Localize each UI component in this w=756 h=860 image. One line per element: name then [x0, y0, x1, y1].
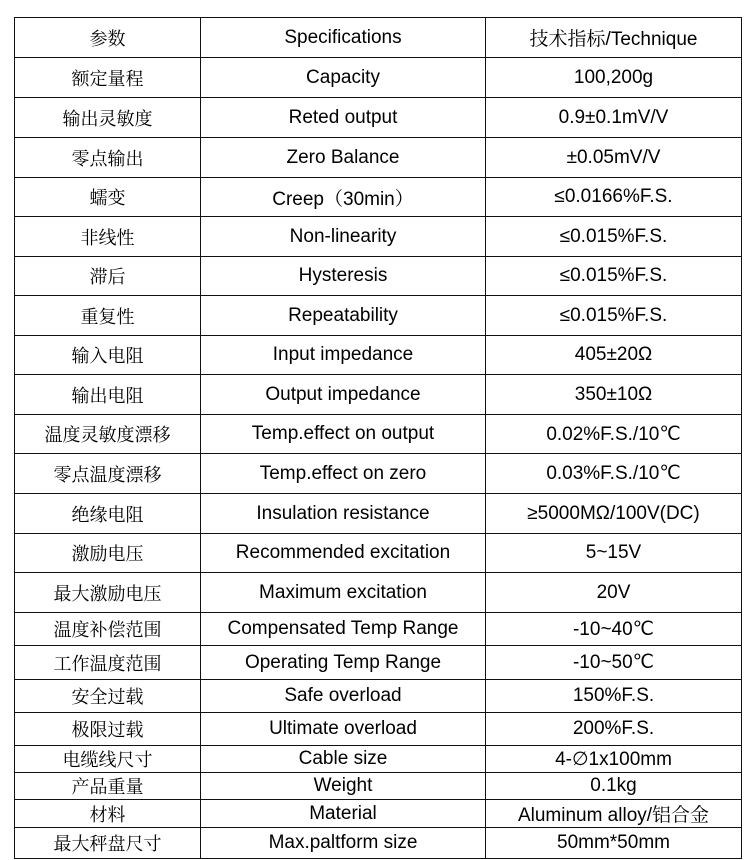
value-cell: 0.03%F.S./10℃ [486, 454, 742, 494]
table-row [15, 494, 742, 534]
parameter-cell: 绝缘电阻 [15, 494, 201, 534]
specification-cell: Capacity [201, 58, 486, 98]
parameter-cell: 最大激励电压 [15, 573, 201, 613]
parameter-cell: 安全过载 [15, 680, 201, 713]
value-cell: ±0.05mV/V [486, 138, 742, 178]
value-cell: 0.9±0.1mV/V [486, 98, 742, 138]
value-cell: 50mm*50mm [486, 828, 742, 859]
specification-cell: Compensated Temp Range [201, 613, 486, 646]
specification-cell: Operating Temp Range [201, 646, 486, 680]
table-row [15, 336, 742, 375]
value-cell: 0.02%F.S./10℃ [486, 415, 742, 454]
parameter-cell: 电缆线尺寸 [15, 746, 201, 773]
specification-cell: Reted output [201, 98, 486, 138]
parameter-cell: 零点输出 [15, 138, 201, 178]
header-parameter: 参数 [15, 18, 201, 58]
table-row [15, 773, 742, 800]
value-cell: 350±10Ω [486, 375, 742, 415]
specification-cell: Recommended excitation [201, 534, 486, 573]
table-row [15, 573, 742, 613]
specifications-table [14, 17, 742, 859]
value-cell: 20V [486, 573, 742, 613]
parameter-cell: 激励电压 [15, 534, 201, 573]
header-specifications: Specifications [201, 18, 486, 58]
table-row [15, 713, 742, 746]
table-row [15, 680, 742, 713]
value-cell: ≤0.015%F.S. [486, 257, 742, 296]
parameter-cell: 蠕变 [15, 178, 201, 217]
table-row [15, 296, 742, 336]
parameter-cell: 温度灵敏度漂移 [15, 415, 201, 454]
specification-cell: Max.paltform size [201, 828, 486, 859]
parameter-cell: 滞后 [15, 257, 201, 296]
specification-cell: Temp.effect on zero [201, 454, 486, 494]
parameter-cell: 极限过载 [15, 713, 201, 746]
value-cell: ≤0.0166%F.S. [486, 178, 742, 217]
specification-cell: Insulation resistance [201, 494, 486, 534]
parameter-cell: 最大秤盘尺寸 [15, 828, 201, 859]
parameter-cell: 重复性 [15, 296, 201, 336]
table-row [15, 646, 742, 680]
parameter-cell: 非线性 [15, 217, 201, 257]
parameter-cell: 输入电阻 [15, 336, 201, 375]
parameter-cell: 额定量程 [15, 58, 201, 98]
parameter-cell: 输出灵敏度 [15, 98, 201, 138]
table-row [15, 217, 742, 257]
value-cell: 4-∅1x100mm [486, 746, 742, 773]
table-row [15, 613, 742, 646]
value-cell: 0.1kg [486, 773, 742, 800]
table-row [15, 746, 742, 773]
specifications-table-body [15, 18, 742, 859]
parameter-cell: 材料 [15, 800, 201, 828]
specification-cell: Temp.effect on output [201, 415, 486, 454]
specification-cell: Cable size [201, 746, 486, 773]
value-cell: 100,200g [486, 58, 742, 98]
parameter-cell: 产品重量 [15, 773, 201, 800]
parameter-cell: 温度补偿范围 [15, 613, 201, 646]
table-row [15, 828, 742, 859]
parameter-cell: 零点温度漂移 [15, 454, 201, 494]
table-row [15, 58, 742, 98]
value-cell: -10~40℃ [486, 613, 742, 646]
specification-cell: Ultimate overload [201, 713, 486, 746]
specification-cell: Hysteresis [201, 257, 486, 296]
specification-cell: Material [201, 800, 486, 828]
parameter-cell: 工作温度范围 [15, 646, 201, 680]
table-row [15, 178, 742, 217]
value-cell: 150%F.S. [486, 680, 742, 713]
table-row [15, 98, 742, 138]
table-row [15, 534, 742, 573]
table-row [15, 257, 742, 296]
table-row [15, 138, 742, 178]
specification-cell: Repeatability [201, 296, 486, 336]
specification-cell: Non-linearity [201, 217, 486, 257]
specification-cell: Output impedance [201, 375, 486, 415]
specification-cell: Weight [201, 773, 486, 800]
value-cell: 5~15V [486, 534, 742, 573]
value-cell: Aluminum alloy/铝合金 [486, 800, 742, 828]
table-row [15, 454, 742, 494]
table-row [15, 415, 742, 454]
value-cell: ≥5000MΩ/100V(DC) [486, 494, 742, 534]
table-row [15, 800, 742, 828]
specification-cell: Zero Balance [201, 138, 486, 178]
value-cell: ≤0.015%F.S. [486, 217, 742, 257]
parameter-cell: 输出电阻 [15, 375, 201, 415]
header-technique: 技术指标/Technique [486, 18, 742, 58]
value-cell: ≤0.015%F.S. [486, 296, 742, 336]
table-row [15, 375, 742, 415]
specification-cell: Creep（30min） [201, 178, 486, 217]
value-cell: -10~50℃ [486, 646, 742, 680]
specification-cell: Safe overload [201, 680, 486, 713]
table-header-row [15, 18, 742, 58]
value-cell: 405±20Ω [486, 336, 742, 375]
value-cell: 200%F.S. [486, 713, 742, 746]
specification-cell: Maximum excitation [201, 573, 486, 613]
specification-cell: Input impedance [201, 336, 486, 375]
